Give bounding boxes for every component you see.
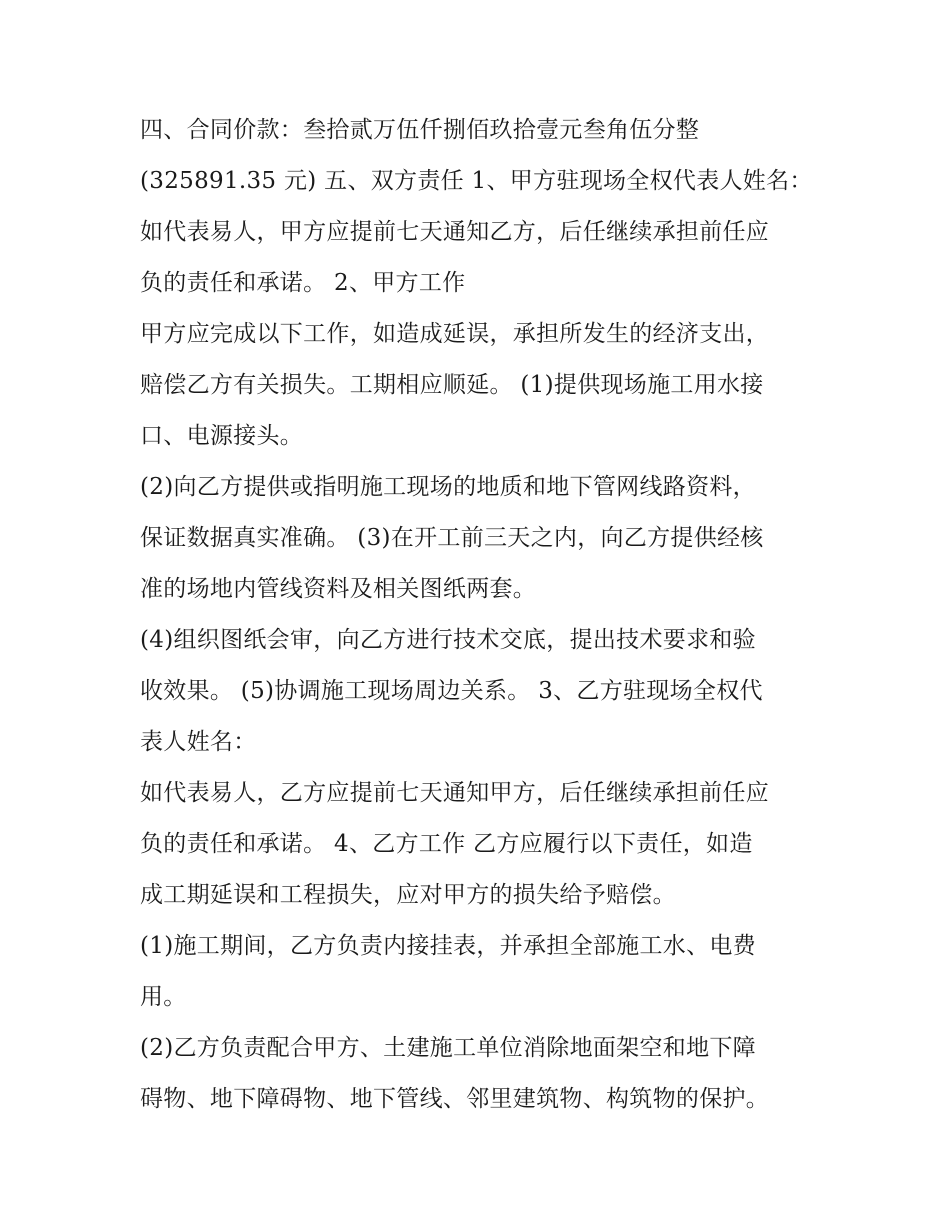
text-line: 口、电源接头。 <box>140 423 304 449</box>
text-line: 如代表易人，甲方应提前七天通知乙方，后任继续承担前任应 <box>140 219 770 245</box>
text-line: 负的责任和承诺。 2、甲方工作 <box>140 270 466 296</box>
text-line: 赔偿乙方有关损失。工期相应顺延。 (1)提供现场施工用水接 <box>140 372 764 398</box>
text-line: 如代表易人，乙方应提前七天通知甲方，后任继续承担前任应 <box>140 780 770 806</box>
text-line: 准的场地内管线资料及相关图纸两套。 <box>140 576 537 602</box>
text-line: 保证数据真实准确。 (3)在开工前三天之内，向乙方提供经核 <box>140 525 764 551</box>
text-line: (4)组织图纸会审，向乙方进行技术交底，提出技术要求和验 <box>140 627 756 653</box>
text-line: 碍物、地下障碍物、地下管线、邻里建筑物、构筑物的保护。 <box>140 1086 770 1112</box>
text-line: 成工期延误和工程损失，应对甲方的损失给予赔偿。 <box>140 882 676 908</box>
text-line: 用。 <box>140 984 187 1010</box>
text-line: (1)施工期间，乙方负责内接挂表，并承担全部施工水、电费 <box>140 933 756 959</box>
text-line: 四、合同价款：叁拾贰万伍仟捌佰玖拾壹元叁角伍分整 <box>140 117 700 143</box>
text-line: (2)向乙方提供或指明施工现场的地质和地下管网线路资料， <box>140 474 756 500</box>
text-line: (2)乙方负责配合甲方、土建施工单位消除地面架空和地下障 <box>140 1035 756 1061</box>
text-line: 收效果。 (5)协调施工现场周边关系。 3、乙方驻现场全权代 <box>140 678 763 704</box>
text-line: 甲方应完成以下工作，如造成延误，承担所发生的经济支出， <box>140 321 770 347</box>
text-line: (325891.35 元) 五、双方责任 1、甲方驻现场全权代表人姓名： <box>140 168 813 194</box>
text-line: 负的责任和承诺。 4、乙方工作 乙方应履行以下责任，如造 <box>140 831 753 857</box>
text-line: 表人姓名： <box>140 729 257 755</box>
